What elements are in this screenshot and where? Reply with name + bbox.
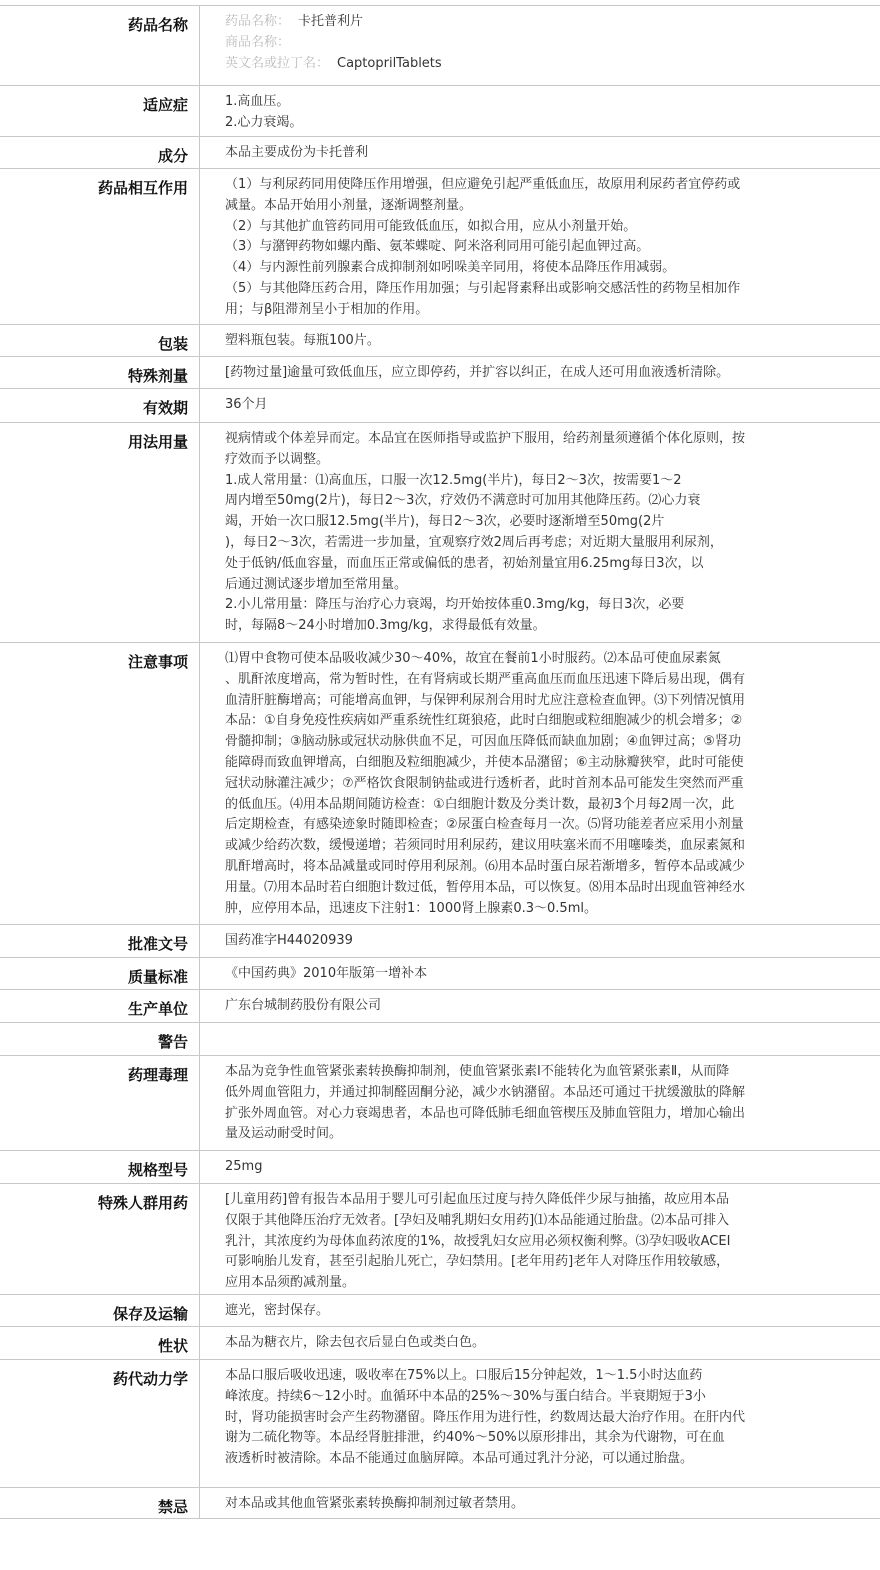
- table-row: [0, 168, 880, 324]
- generic-name-line: [225, 12, 860, 33]
- text-line: 本品为竞争性血管紧张素转换酶抑制剂，使血管紧张素Ⅰ不能转化为血管紧张素Ⅱ，从而降: [225, 1064, 730, 1079]
- text-line: 仅限于其他降压治疗无效者。[孕妇及哺乳期妇女用药]⑴本品能通过胎盘。⑵本品可排入: [225, 1212, 730, 1228]
- row-value: [200, 1056, 880, 1150]
- text-line: 36个月: [225, 397, 268, 412]
- text-line: 血清肝脏酶增高；可能增高血钾，与保钾利尿剂合用时尤应注意检查血钾。⑶下列情况慎用: [225, 692, 746, 708]
- text-line: 周内增至50mg(2片)，每日2～3次，疗效仍不满意时可加用其他降压药。⑵心力衰: [225, 493, 701, 509]
- table-row: [0, 422, 880, 642]
- row-value: [200, 1151, 880, 1183]
- text-line: 《中国药典》2010年版第一增补本: [225, 966, 428, 981]
- row-value: [200, 958, 880, 989]
- row-label: 注意事项: [0, 643, 200, 924]
- row-value: [200, 86, 880, 136]
- table-row: [0, 5, 880, 85]
- text-line: 可影响胎儿发育，甚至引起胎儿死亡，孕妇禁用。[老年用药]老年人对降压作用较敏感，: [225, 1254, 730, 1270]
- text-line: 本品为糖衣片，除去包衣后显白色或类白色。: [225, 1335, 486, 1350]
- text-line: 视病情或个体差异而定。本品宜在医师指导或监护下服用，给药剂量须遵循个体化原则，按: [225, 431, 746, 446]
- text-line: 量及运动耐受时间。: [225, 1126, 343, 1142]
- row-label: 禁忌: [0, 1488, 200, 1518]
- table-row: [0, 136, 880, 168]
- text-line: 扩张外周血管。对心力衰竭患者，本品也可降低肺毛细血管楔压及肺血管阻力，增加心输出: [225, 1105, 746, 1121]
- text-line: 用量。⑺用本品时若白细胞计数过低，暂停用本品，可以恢复。⑻用本品时出现血管神经水: [225, 879, 746, 895]
- text-line: 谢为二硫化物等。本品经肾脏排泄，约40%～50%以原形排出，其余为代谢物，可在血: [225, 1430, 725, 1446]
- row-value: [200, 1488, 880, 1518]
- trade-name-label: 商品名称：: [225, 34, 291, 50]
- table-row: [0, 642, 880, 924]
- row-label: 质量标准: [0, 958, 200, 989]
- text-line: 应用本品须酌减剂量。: [225, 1275, 356, 1291]
- row-label: 规格型号: [0, 1151, 200, 1183]
- text-line: （5）与其他降压药合用，降压作用加强；与引起肾素释出或影响交感活性的药物呈相加作: [225, 280, 741, 296]
- row-label: 特殊剂量: [0, 357, 200, 388]
- text-line: 后通过测试逐步增加至常用量。: [225, 576, 408, 592]
- row-value: [200, 1327, 880, 1359]
- row-label: 药品名称: [0, 6, 200, 85]
- text-line: （3）与潴钾药物如螺内酯、氨苯蝶啶、阿米洛利同用可能引起血钾过高。: [225, 239, 650, 255]
- text-line: 25mg: [225, 1159, 263, 1174]
- table-row: [0, 1183, 880, 1294]
- table-row: [0, 924, 880, 957]
- table-row: [0, 1055, 880, 1150]
- row-value: [200, 1360, 880, 1487]
- text-line: 骨髓抑制；③脑动脉或冠状动脉供血不足，可因血压降低而缺血加剧；④血钾过高；⑤肾功: [225, 734, 741, 750]
- row-value: [200, 643, 880, 924]
- row-value: [200, 1184, 880, 1294]
- text-line: 、肌酐浓度增高，常为暂时性，在有肾病或长期严重高血压而血压迅速下降后易出现，偶有: [225, 671, 746, 687]
- text-line: （4）与内源性前列腺素合成抑制剂如吲哚美辛同用，将使本品降压作用减弱。: [225, 260, 676, 276]
- row-value: [200, 137, 880, 168]
- text-line: 低外周血管阻力，并通过抑制醛固酮分泌，减少水钠潴留。本品还可通过干扰缓激肽的降解: [225, 1084, 746, 1100]
- text-line: 广东台城制药股份有限公司: [225, 998, 382, 1013]
- row-label: 批准文号: [0, 925, 200, 957]
- row-label: 性状: [0, 1327, 200, 1359]
- drug-names-cell: [200, 6, 880, 85]
- english-name-line: [225, 54, 860, 75]
- english-name-label: 英文名或拉丁名：: [225, 55, 330, 71]
- text-line: [药物过量]逾量可致低血压，应立即停药，并扩容以纠正，在成人还可用血液透析清除。: [225, 365, 730, 380]
- table-row: [0, 957, 880, 989]
- row-label: 用法用量: [0, 423, 200, 642]
- text-line: （1）与利尿药同用使降压作用增强，但应避免引起严重低血压，故原用利尿药者宜停药或: [225, 177, 741, 192]
- text-line: 本品：①自身免疫性疾病如严重系统性红斑狼疮，此时白细胞或粒细胞减少的机会增多；②: [225, 713, 743, 729]
- table-row: [0, 1150, 880, 1183]
- text-line: 国药准字H44020939: [225, 933, 353, 948]
- text-line: 2.心力衰竭。: [225, 114, 303, 130]
- text-line: 1.成人常用量：⑴高血压，口服一次12.5mg(半片)，每日2～3次，按需要1～2: [225, 472, 682, 488]
- row-value: [200, 990, 880, 1022]
- text-line: 冠状动脉灌注减少；⑦严格饮食限制钠盐或进行透析者，此时首剂本品可能发生突然而严重: [225, 775, 744, 791]
- table-row: [0, 85, 880, 136]
- text-line: [儿童用药]曾有报告本品用于婴儿可引起血压过度与持久降低伴少尿与抽搐，故应用本品: [225, 1192, 730, 1207]
- table-row: [0, 1294, 880, 1326]
- text-line: 能障碍而致血钾增高，白细胞及粒细胞减少，并使本品潴留；⑥主动脉瓣狭窄，此时可能使: [225, 754, 744, 770]
- row-value: [200, 423, 880, 642]
- generic-name-value: 卡托普利片: [298, 14, 364, 29]
- row-value: [200, 925, 880, 957]
- text-line: ⑴胃中食物可使本品吸收减少30～40%，故宜在餐前1小时服药。⑵本品可使血尿素氮: [225, 651, 721, 666]
- text-line: 的低血压。⑷用本品期间随访检查：①白细胞计数及分类计数，最初3个月每2周一次，此: [225, 796, 735, 812]
- text-line: 乳汁，其浓度约为母体血药浓度的1%，故授乳妇女应用必须权衡利弊。⑶孕妇吸收ACEI: [225, 1233, 731, 1249]
- text-line: 竭，开始一次口服12.5mg(半片)，每日2～3次，必要时逐渐增至50mg(2片: [225, 514, 665, 530]
- row-value: [200, 357, 880, 388]
- row-value: [200, 389, 880, 422]
- row-value: [200, 1295, 880, 1326]
- text-line: 后定期检查，有感染迹象时随即检查；②尿蛋白检查每月一次。⑸肾功能差者应采用小剂量: [225, 817, 744, 833]
- text-line: 时，肾功能损害时会产生药物潴留。降压作用为进行性，约数周达最大治疗作用。在肝内代: [225, 1409, 746, 1425]
- text-line: 处于低钠/低血容量，而血压正常或偏低的患者，初始剂量宜用6.25mg每日3次，以: [225, 555, 704, 571]
- text-line: 本品主要成份为卡托普利: [225, 145, 369, 160]
- row-value: [200, 169, 880, 324]
- row-label: 成分: [0, 137, 200, 168]
- text-line: 肌酐增高时，将本品减量或同时停用利尿剂。⑹用本品时蛋白尿若渐增多，暂停本品或减少: [225, 858, 746, 874]
- text-line: 减量。本品开始用小剂量，逐渐调整剂量。: [225, 197, 473, 213]
- row-label: 生产单位: [0, 990, 200, 1022]
- table-row: [0, 1359, 880, 1487]
- drug-info-table: [0, 5, 880, 1519]
- text-line: 肿，应停用本品，迅速皮下注射1：1000肾上腺素0.3～0.5ml。: [225, 900, 597, 916]
- text-line: 本品口服后吸收迅速，吸收率在75%以上。口服后15分钟起效，1～1.5小时达血药: [225, 1368, 703, 1383]
- text-line: 用；与β阻滞剂呈小于相加的作用。: [225, 301, 429, 317]
- table-row: [0, 356, 880, 388]
- row-label: 警告: [0, 1023, 200, 1055]
- row-label: 特殊人群用药: [0, 1184, 200, 1294]
- text-line: 遮光，密封保存。: [225, 1303, 330, 1318]
- text-line: 峰浓度。持续6～12小时。血循环中本品的25%～30%与蛋白结合。半衰期短于3小: [225, 1388, 706, 1404]
- row-value: [200, 325, 880, 356]
- row-label: 有效期: [0, 389, 200, 422]
- table-row: [0, 388, 880, 422]
- text-line: （2）与其他扩血管药同用可能致低血压，如拟合用，应从小剂量开始。: [225, 218, 637, 234]
- text-line: 疗效而予以调整。: [225, 451, 330, 467]
- row-label: 药代动力学: [0, 1360, 200, 1487]
- table-row: [0, 1487, 880, 1519]
- row-label: 包装: [0, 325, 200, 356]
- text-line: 液透析时被清除。本品不能通过血脑屏障。本品可通过乳汁分泌，可以通过胎盘。: [225, 1451, 694, 1467]
- trade-name-line: [225, 33, 860, 54]
- row-label: 适应症: [0, 86, 200, 136]
- table-row: [0, 1326, 880, 1359]
- text-line: 塑料瓶包装。每瓶100片。: [225, 333, 380, 348]
- text-line: 1.高血压。: [225, 94, 290, 109]
- row-label: 药理毒理: [0, 1056, 200, 1150]
- generic-name-label: 药品名称：: [225, 14, 291, 29]
- table-row: [0, 1022, 880, 1055]
- table-row: [0, 989, 880, 1022]
- table-row: [0, 324, 880, 356]
- text-line: 时，每隔8～24小时增加0.3mg/kg，求得最低有效量。: [225, 618, 546, 634]
- text-line: )，每日2～3次，若需进一步加量，宜观察疗效2周后再考虑；对近期大量服用利尿剂，: [225, 534, 723, 550]
- text-line: 或减少给药次数，缓慢递增；若须同时用利尿药，建议用呋塞米而不用噻嗪类，血尿素氮和: [225, 838, 746, 854]
- english-name-value: CaptoprilTablets: [337, 55, 442, 71]
- row-label: 保存及运输: [0, 1295, 200, 1326]
- row-label: 药品相互作用: [0, 169, 200, 324]
- text-line: 对本品或其他血管紧张素转换酶抑制剂过敏者禁用。: [225, 1496, 525, 1511]
- row-value: [200, 1023, 880, 1055]
- text-line: 2.小儿常用量：降压与治疗心力衰竭，均开始按体重0.3mg/kg，每日3次，必要: [225, 597, 685, 613]
